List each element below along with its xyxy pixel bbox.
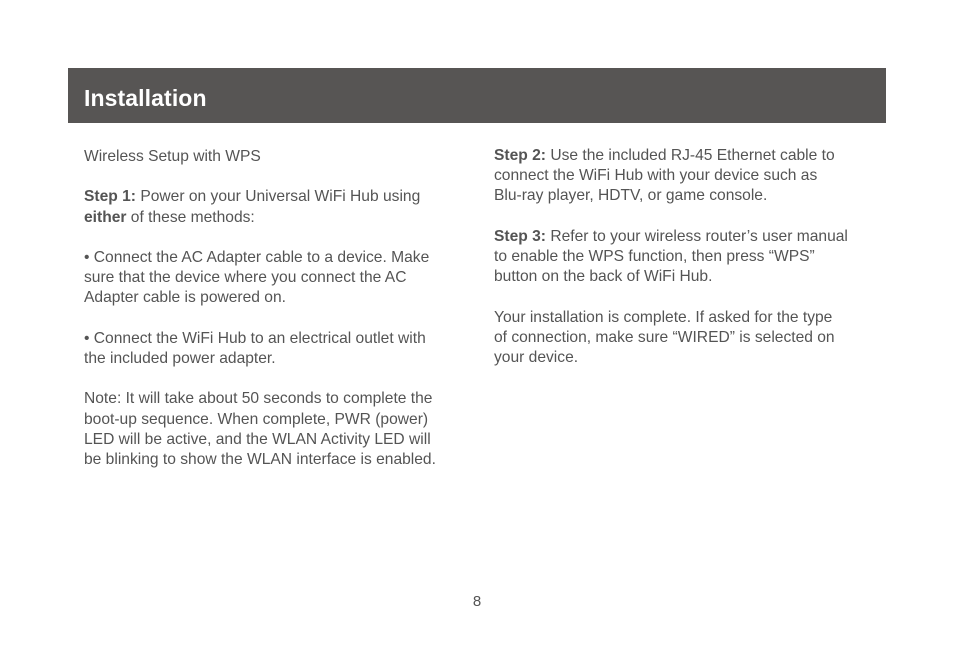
completion-paragraph	[494, 308, 869, 369]
step-3-paragraph	[494, 227, 869, 288]
bullet-electrical-outlet-line: • Connect the WiFi Hub to an electrical outlet with	[84, 329, 426, 347]
completion-line: Your installation is complete. If asked for the type	[494, 308, 833, 326]
bullet-ac-adapter-line: Adapter cable is powered on.	[84, 289, 286, 307]
step-2-label: Step 2:	[494, 147, 546, 164]
step-3-line	[494, 227, 869, 247]
step-1-paragraph	[84, 187, 462, 227]
step-2-text: Use the included RJ-45 Ethernet cable to	[546, 147, 835, 164]
step-1-line-2	[84, 208, 462, 228]
note-line: boot-up sequence. When complete, PWR (power)	[84, 410, 429, 428]
step-2-line	[494, 146, 869, 166]
step-1-line-1	[84, 187, 462, 207]
step-3-label: Step 3:	[494, 227, 546, 245]
step-3-text: Refer to your wireless router’s user manual	[546, 227, 848, 245]
step-1-label: Step 1:	[84, 188, 136, 206]
bullet-ac-adapter-line: sure that the device where you connect the AC	[84, 269, 407, 287]
step-3-line: button on the back of WiFi Hub.	[494, 268, 713, 286]
note-paragraph	[84, 389, 462, 470]
step-2-line: Blu-ray player, HDTV, or game console.	[494, 187, 768, 205]
step-1-emphasis: either	[84, 208, 127, 226]
note-line: LED will be active, and the WLAN Activity LED will	[84, 430, 431, 448]
step-1-text: Power on your Universal WiFi Hub using	[136, 188, 421, 206]
note-line: be blinking to show the WLAN interface is enabled.	[84, 450, 436, 468]
bullet-ac-adapter-line: • Connect the AC Adapter cable to a device. Make	[84, 248, 430, 266]
page-number: 8	[472, 593, 482, 610]
bullet-electrical-outlet-line: the included power adapter.	[84, 349, 276, 367]
intro-text: Wireless Setup with WPS	[84, 148, 261, 165]
left-column	[84, 147, 462, 490]
completion-line: your device.	[494, 349, 579, 366]
step-3-line: to enable the WPS function, then press “WPS”	[494, 248, 815, 265]
section-header-bar	[68, 68, 886, 123]
bullet-electrical-outlet	[84, 329, 462, 369]
intro-paragraph	[84, 147, 462, 167]
step-1-text-continued: of these methods:	[126, 208, 255, 226]
completion-line: of connection, make sure “WIRED” is selected on	[494, 328, 835, 346]
step-2-paragraph	[494, 146, 869, 207]
step-2-line: connect the WiFi Hub with your device such as	[494, 167, 818, 185]
note-line: Note: It will take about 50 seconds to complete the	[84, 390, 433, 408]
bullet-ac-adapter	[84, 248, 462, 309]
right-column	[494, 146, 869, 388]
section-title: Installation	[84, 85, 207, 111]
